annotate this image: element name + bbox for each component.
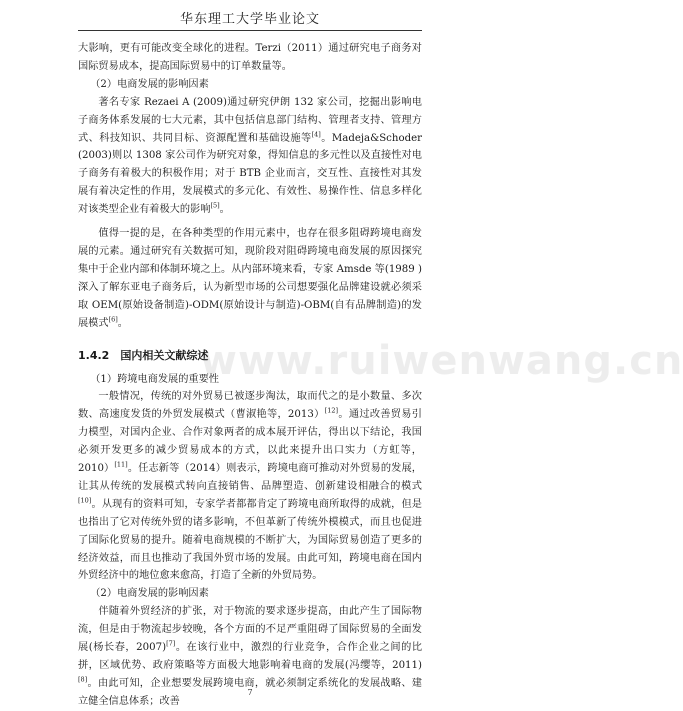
subheading-factors-2: （2）电商发展的影响因素 <box>90 588 209 600</box>
watermark: www.ruiwenwang.cn <box>200 338 683 384</box>
citation: [11] <box>114 460 128 469</box>
section-title: 1.4.2 国内相关文献综述 <box>78 348 209 362</box>
body-text <box>78 40 422 711</box>
paragraph-domestic-review <box>78 388 422 585</box>
page-number: 7 <box>247 688 253 697</box>
citation: [7] <box>166 639 176 648</box>
paragraph-text: 值得一提的是，在各种类型的作用元素中，也存在很多阻碍跨境电商发展的元素。通过研究有关数据可知，现阶段对阻碍跨境电商发展的原因探究集中于企业内部和体制环境之上。从内部环境来看，专家 Amsde 等(1989 )深入了解东亚电子商务后，认为新型市场的公司想要强化品牌建设就必须采取 OEM(原始设备制造)-ODM(原始设计与制造)-OBM(自有品牌制造)的发展模式 <box>78 228 422 329</box>
paragraph-text: 。Madeja&Schoder (2003)则以 1308 家公司作为研究对象，得知信息的多元性以及直接性对电子商务有着极大的积极作用；对于 BTB 企业而言，交互性、直接性对其发展有着决定性的作用，发展模式的多元化、有效性、易操作性、信息多样化对该类型企业有着极大的影响 <box>78 132 422 216</box>
paragraph-text: 。 <box>219 204 230 216</box>
paragraph-text: 。 <box>117 317 128 329</box>
subheading-importance: （1）跨境电商发展的重要性 <box>90 373 219 385</box>
citation: [8] <box>78 675 88 684</box>
page-header: 华东理工大学毕业论文 <box>179 12 320 27</box>
paragraph-text: 。由此可知，企业想要发展跨境电商，就必须制定系统化的发展战略、建立健全信息体系；改善 <box>78 677 422 707</box>
paragraph-rezaei <box>78 94 422 219</box>
paragraph-text: 。在该行业中，激烈的行业竞争，合作企业之间的比拼，区域优势、政府策略等方面极大地影响着电商的发展(冯缨等，2011) <box>78 642 423 671</box>
paragraph-text: 。通过改善贸易引力模型，对国内企业、合作对象两者的成本展开评估，得出以下结论，我国必须开发更多的减少贸易成本的方式，以此来提升出口实力（方虹等，2010） <box>78 409 422 475</box>
paragraph-text: 。任志新等（2014）则表示，跨境电商可推动对外贸易的发展，让其从传统的发展模式转向直接销售、品牌塑造、创新建设相融合的模式 <box>78 463 422 492</box>
paragraph-text: 一般情况，传统的对外贸易已被逐步淘汰，取而代之的是小数量、多次数、高速度发货的外贸发展模式（曹淑艳等，2013） <box>78 391 422 421</box>
paragraph-text: 伴随着外贸经济的扩张，对于物流的要求逐步提高，由此产生了国际物流，但是由于物流起步较晚，各个方面的不足严重阻碍了国际贸易的全面发展(杨长春，2007) <box>78 606 422 654</box>
citation: [4] <box>311 130 321 139</box>
paragraph-intro-continued: 大影响，更有可能改变全球化的进程。Terzi（2011）通过研究电子商务对国际贸易成本，提高国际贸易中的订单数量等。 <box>78 43 422 72</box>
paragraph-text: 。从现有的资料可知，专家学者都都肯定了跨境电商所取得的成就，但是也指出了它对传统外贸的诸多影响，不但革新了传统外模模式，而且也促进了国际化贸易的提升。随着电商规模的不断扩大，为国际贸易创造了更多的经济效益，而且也推动了我国外贸市场的发展。由此可知，跨境电商在国内外贸经济中的地位愈来愈高，打造了全新的外贸局势。 <box>78 498 422 582</box>
header-rule <box>78 30 422 31</box>
paragraph-text: 著名专家 Rezaei A (2009)通过研究伊朗 132 家公司，挖掘出影响电子商务体系发展的七大元素，其中包括信息部门结构、管理者支持、管理方式、科技知识、共同目标、资源配置和基础设施等 <box>78 96 422 144</box>
citation: [10] <box>78 496 92 505</box>
paragraph-obstacles <box>78 225 422 332</box>
citation: [6] <box>108 315 118 324</box>
citation: [5] <box>210 201 220 210</box>
citation: [12] <box>324 406 339 415</box>
subheading-factors-1: （2）电商发展的影响因素 <box>90 78 209 90</box>
